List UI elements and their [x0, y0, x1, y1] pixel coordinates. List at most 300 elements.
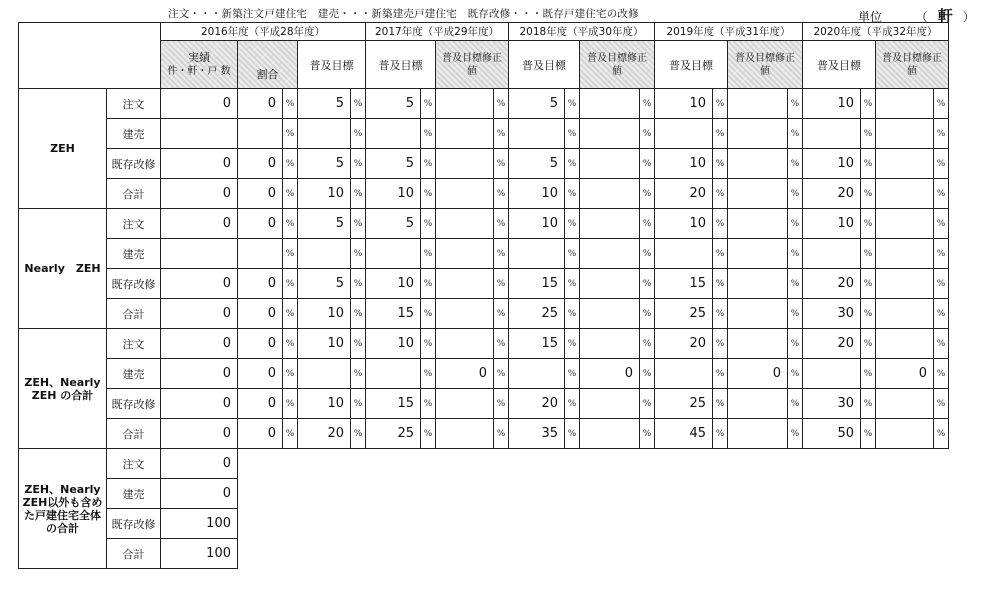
pct-unit: %	[351, 89, 366, 119]
actual-cell: 0	[161, 179, 238, 209]
revised-2019-cell	[728, 149, 788, 179]
table-row	[19, 419, 949, 449]
pct-unit: %	[565, 89, 580, 119]
actual-cell: 0	[161, 89, 238, 119]
empty-area	[238, 449, 949, 479]
pct-unit: %	[788, 149, 803, 179]
pct-unit: %	[788, 359, 803, 389]
target-header-2018: 普及目標	[509, 41, 580, 89]
pct-unit: %	[565, 389, 580, 419]
revised-2017-cell: 0	[436, 359, 494, 389]
pct-unit: %	[351, 359, 366, 389]
pct-unit: %	[283, 179, 298, 209]
table-row	[19, 269, 949, 299]
pct-unit: %	[565, 329, 580, 359]
pct-unit: %	[934, 209, 949, 239]
target-2020-cell: 10	[803, 89, 861, 119]
target-2016-cell: 5	[298, 149, 351, 179]
revised-2018-cell	[580, 329, 640, 359]
revised-2018-cell: 0	[580, 359, 640, 389]
actual-cell: 0	[161, 209, 238, 239]
pct-unit: %	[788, 269, 803, 299]
row-label: 建売	[107, 359, 161, 389]
pct-unit: %	[640, 389, 655, 419]
target-2018-cell: 25	[509, 299, 565, 329]
target-2019-cell	[655, 119, 713, 149]
pct-unit: %	[640, 419, 655, 449]
pct-unit: %	[861, 419, 876, 449]
pct-unit: %	[283, 89, 298, 119]
pct-unit: %	[565, 359, 580, 389]
pct-unit: %	[283, 389, 298, 419]
table-row	[19, 149, 949, 179]
revised-2020-cell	[876, 419, 934, 449]
revised-2017-cell	[436, 179, 494, 209]
target-2018-cell: 10	[509, 209, 565, 239]
revised-2017-cell	[436, 269, 494, 299]
year-header-2016: 2016年度（平成28年度）	[161, 23, 366, 41]
revised-2017-cell	[436, 209, 494, 239]
unit-value: 軒	[937, 7, 953, 25]
actual-cell: 0	[161, 449, 238, 479]
pct-unit: %	[421, 269, 436, 299]
pct-unit: %	[283, 119, 298, 149]
table-row	[19, 389, 949, 419]
target-2018-cell	[509, 119, 565, 149]
target-2018-cell	[509, 359, 565, 389]
row-label: 既存改修	[107, 149, 161, 179]
target-header-2017: 普及目標	[366, 41, 436, 89]
actual-cell	[161, 119, 238, 149]
revised-2020-cell	[876, 149, 934, 179]
pct-unit: %	[494, 389, 509, 419]
pct-unit: %	[713, 89, 728, 119]
table-row	[19, 329, 949, 359]
revised-2018-cell	[580, 149, 640, 179]
row-label: 注文	[107, 209, 161, 239]
pct-unit: %	[788, 419, 803, 449]
pct-unit: %	[351, 149, 366, 179]
target-2018-cell: 15	[509, 269, 565, 299]
actual-cell: 100	[161, 509, 238, 539]
target-header-2019: 普及目標	[655, 41, 728, 89]
pct-unit: %	[934, 149, 949, 179]
pct-unit: %	[934, 89, 949, 119]
pct-unit: %	[713, 299, 728, 329]
row-label: 合計	[107, 419, 161, 449]
row-label: 建売	[107, 479, 161, 509]
pct-unit: %	[640, 89, 655, 119]
target-2020-cell: 10	[803, 209, 861, 239]
revised-2018-cell	[580, 419, 640, 449]
row-label: 合計	[107, 179, 161, 209]
revised-2020-cell	[876, 329, 934, 359]
empty-area	[238, 479, 949, 509]
row-label: 合計	[107, 539, 161, 569]
pct-unit: %	[494, 359, 509, 389]
table-row	[19, 359, 949, 389]
pct-unit: %	[283, 419, 298, 449]
target-2020-cell: 30	[803, 299, 861, 329]
pct-unit: %	[494, 179, 509, 209]
pct-unit: %	[861, 359, 876, 389]
pct-unit: %	[861, 389, 876, 419]
pct-unit: %	[934, 419, 949, 449]
row-label: 建売	[107, 239, 161, 269]
revised-2018-cell	[580, 209, 640, 239]
pct-unit: %	[713, 239, 728, 269]
pct-unit: %	[565, 299, 580, 329]
actual-cell: 0	[161, 269, 238, 299]
target-2016-cell	[298, 119, 351, 149]
ratio-cell: 0	[238, 89, 283, 119]
target-2019-cell: 20	[655, 179, 713, 209]
pct-unit: %	[861, 149, 876, 179]
year-header-2019: 2019年度（平成31年度）	[655, 23, 803, 41]
target-2020-cell	[803, 119, 861, 149]
row-label: 建売	[107, 119, 161, 149]
pct-unit: %	[283, 299, 298, 329]
pct-unit: %	[788, 329, 803, 359]
unit-label-text: 単位	[858, 10, 883, 24]
pct-unit: %	[421, 239, 436, 269]
pct-unit: %	[565, 149, 580, 179]
legend-text: 注文・・・新築注文戸建住宅 建売・・・新築建売戸建住宅 既存改修・・・既存戸建住宅の改修	[168, 8, 639, 20]
ratio-cell	[238, 119, 283, 149]
pct-unit: %	[640, 269, 655, 299]
ratio-header: 割合	[238, 41, 298, 89]
pct-unit: %	[934, 239, 949, 269]
pct-unit: %	[640, 119, 655, 149]
pct-unit: %	[421, 119, 436, 149]
row-label: 注文	[107, 89, 161, 119]
revised-2019-cell: 0	[728, 359, 788, 389]
revised-2017-cell	[436, 389, 494, 419]
target-2020-cell	[803, 359, 861, 389]
revised-2018-cell	[580, 299, 640, 329]
unit-open-paren: （	[915, 10, 928, 24]
pct-unit: %	[351, 239, 366, 269]
revised-2019-cell	[728, 329, 788, 359]
target-2017-cell	[366, 359, 421, 389]
pct-unit: %	[861, 269, 876, 299]
pct-unit: %	[713, 119, 728, 149]
ratio-cell: 0	[238, 329, 283, 359]
revised-2018-cell	[580, 119, 640, 149]
group-label: Nearly ZEH	[19, 209, 107, 329]
pct-unit: %	[934, 389, 949, 419]
revised-2020-cell	[876, 89, 934, 119]
pct-unit: %	[934, 359, 949, 389]
target-2016-cell: 5	[298, 89, 351, 119]
target-2017-cell: 10	[366, 269, 421, 299]
row-label: 既存改修	[107, 389, 161, 419]
pct-unit: %	[788, 209, 803, 239]
target-2019-cell: 25	[655, 299, 713, 329]
pct-unit: %	[421, 389, 436, 419]
revised-2020-cell	[876, 299, 934, 329]
ratio-cell	[238, 239, 283, 269]
revised-header-2019: 普及目標修正値	[728, 41, 803, 89]
empty-area	[238, 539, 949, 569]
pct-unit: %	[421, 329, 436, 359]
pct-unit: %	[421, 149, 436, 179]
pct-unit: %	[861, 209, 876, 239]
pct-unit: %	[421, 419, 436, 449]
target-2017-cell: 5	[366, 89, 421, 119]
table-row	[19, 479, 949, 509]
actual-cell: 0	[161, 419, 238, 449]
pct-unit: %	[283, 149, 298, 179]
pct-unit: %	[565, 419, 580, 449]
pct-unit: %	[788, 389, 803, 419]
pct-unit: %	[713, 179, 728, 209]
pct-unit: %	[788, 239, 803, 269]
revised-header-2017: 普及目標修正値	[436, 41, 509, 89]
ratio-cell: 0	[238, 149, 283, 179]
target-header-2020: 普及目標	[803, 41, 876, 89]
revised-2017-cell	[436, 149, 494, 179]
pct-unit: %	[494, 269, 509, 299]
ratio-cell: 0	[238, 359, 283, 389]
pct-unit: %	[640, 299, 655, 329]
revised-2020-cell	[876, 269, 934, 299]
target-2019-cell: 20	[655, 329, 713, 359]
zeh-target-table	[18, 22, 949, 569]
row-label: 注文	[107, 449, 161, 479]
target-2019-cell: 45	[655, 419, 713, 449]
revised-2018-cell	[580, 269, 640, 299]
target-2020-cell: 30	[803, 389, 861, 419]
pct-unit: %	[283, 209, 298, 239]
target-2017-cell: 5	[366, 209, 421, 239]
target-2016-cell: 10	[298, 329, 351, 359]
target-2017-cell: 15	[366, 389, 421, 419]
pct-unit: %	[934, 269, 949, 299]
revised-2020-cell	[876, 179, 934, 209]
target-2020-cell: 20	[803, 269, 861, 299]
revised-2017-cell	[436, 119, 494, 149]
unit-close-paren: ）	[962, 10, 975, 24]
pct-unit: %	[934, 179, 949, 209]
target-2019-cell: 25	[655, 389, 713, 419]
pct-unit: %	[934, 299, 949, 329]
table-row	[19, 509, 949, 539]
target-2016-cell: 5	[298, 209, 351, 239]
pct-unit: %	[283, 269, 298, 299]
table-row	[19, 89, 949, 119]
pct-unit: %	[494, 209, 509, 239]
pct-unit: %	[713, 359, 728, 389]
pct-unit: %	[283, 359, 298, 389]
pct-unit: %	[565, 269, 580, 299]
pct-unit: %	[640, 329, 655, 359]
row-label: 既存改修	[107, 269, 161, 299]
pct-unit: %	[640, 239, 655, 269]
pct-unit: %	[421, 299, 436, 329]
target-2019-cell: 10	[655, 149, 713, 179]
pct-unit: %	[283, 329, 298, 359]
year-header-2018: 2018年度（平成30年度）	[509, 23, 655, 41]
pct-unit: %	[640, 149, 655, 179]
pct-unit: %	[861, 119, 876, 149]
table-row	[19, 179, 949, 209]
row-label: 注文	[107, 329, 161, 359]
target-2017-cell: 15	[366, 299, 421, 329]
target-2018-cell	[509, 239, 565, 269]
target-2017-cell	[366, 239, 421, 269]
pct-unit: %	[713, 149, 728, 179]
revised-2018-cell	[580, 389, 640, 419]
pct-unit: %	[861, 239, 876, 269]
group-label: ZEH、Nearly ZEH の合計	[19, 329, 107, 449]
pct-unit: %	[934, 119, 949, 149]
target-2019-cell	[655, 239, 713, 269]
table-row	[19, 449, 949, 479]
pct-unit: %	[421, 209, 436, 239]
pct-unit: %	[788, 119, 803, 149]
revised-2019-cell	[728, 119, 788, 149]
target-2020-cell: 50	[803, 419, 861, 449]
pct-unit: %	[861, 89, 876, 119]
ratio-cell: 0	[238, 179, 283, 209]
target-2016-cell: 10	[298, 299, 351, 329]
pct-unit: %	[421, 359, 436, 389]
pct-unit: %	[640, 209, 655, 239]
table-row	[19, 119, 949, 149]
revised-2020-cell	[876, 239, 934, 269]
pct-unit: %	[713, 209, 728, 239]
target-2017-cell: 5	[366, 149, 421, 179]
actual-cell: 0	[161, 359, 238, 389]
pct-unit: %	[861, 329, 876, 359]
pct-unit: %	[283, 239, 298, 269]
pct-unit: %	[494, 89, 509, 119]
target-2018-cell: 5	[509, 149, 565, 179]
pct-unit: %	[494, 149, 509, 179]
pct-unit: %	[713, 389, 728, 419]
revised-header-2018: 普及目標修正値	[580, 41, 655, 89]
target-2017-cell: 10	[366, 329, 421, 359]
actual-header	[161, 41, 238, 89]
target-2018-cell: 20	[509, 389, 565, 419]
revised-2020-cell	[876, 389, 934, 419]
pct-unit: %	[351, 179, 366, 209]
pct-unit: %	[351, 209, 366, 239]
pct-unit: %	[351, 419, 366, 449]
pct-unit: %	[351, 329, 366, 359]
revised-2019-cell	[728, 389, 788, 419]
pct-unit: %	[788, 299, 803, 329]
ratio-cell: 0	[238, 269, 283, 299]
revised-2020-cell	[876, 119, 934, 149]
pct-unit: %	[351, 269, 366, 299]
pct-unit: %	[494, 299, 509, 329]
group-label: ZEH	[19, 89, 107, 209]
pct-unit: %	[421, 89, 436, 119]
target-2019-cell	[655, 359, 713, 389]
actual-cell: 100	[161, 539, 238, 569]
pct-unit: %	[494, 419, 509, 449]
pct-unit: %	[494, 239, 509, 269]
table-row	[19, 539, 949, 569]
revised-2017-cell	[436, 299, 494, 329]
year-header-2017: 2017年度（平成29年度）	[366, 23, 509, 41]
revised-2020-cell: 0	[876, 359, 934, 389]
revised-2019-cell	[728, 419, 788, 449]
revised-2020-cell	[876, 209, 934, 239]
table-row	[19, 209, 949, 239]
pct-unit: %	[565, 119, 580, 149]
target-2019-cell: 10	[655, 89, 713, 119]
actual-cell: 0	[161, 149, 238, 179]
revised-2017-cell	[436, 89, 494, 119]
revised-header-2020: 普及目標修正値	[876, 41, 949, 89]
pct-unit: %	[494, 329, 509, 359]
pct-unit: %	[565, 209, 580, 239]
target-2019-cell: 15	[655, 269, 713, 299]
target-2016-cell: 10	[298, 389, 351, 419]
target-2020-cell	[803, 239, 861, 269]
revised-2019-cell	[728, 89, 788, 119]
pct-unit: %	[713, 269, 728, 299]
revised-2019-cell	[728, 239, 788, 269]
empty-area	[238, 509, 949, 539]
ratio-cell: 0	[238, 389, 283, 419]
target-2020-cell: 20	[803, 179, 861, 209]
actual-cell: 0	[161, 479, 238, 509]
target-2018-cell: 35	[509, 419, 565, 449]
table-row	[19, 239, 949, 269]
actual-cell: 0	[161, 299, 238, 329]
pct-unit: %	[640, 179, 655, 209]
target-header-2016: 普及目標	[298, 41, 366, 89]
target-2016-cell: 20	[298, 419, 351, 449]
revised-2019-cell	[728, 179, 788, 209]
target-2016-cell	[298, 239, 351, 269]
pct-unit: %	[788, 179, 803, 209]
actual-cell: 0	[161, 389, 238, 419]
pct-unit: %	[565, 239, 580, 269]
actual-cell: 0	[161, 329, 238, 359]
ratio-cell: 0	[238, 209, 283, 239]
actual-cell	[161, 239, 238, 269]
pct-unit: %	[421, 179, 436, 209]
pct-unit: %	[861, 179, 876, 209]
target-2018-cell: 15	[509, 329, 565, 359]
target-2016-cell: 5	[298, 269, 351, 299]
header-corner	[19, 23, 161, 89]
table-row	[19, 299, 949, 329]
group-label: ZEH、Nearly ZEH以外も含めた戸建住宅全体の合計	[19, 449, 107, 569]
target-2018-cell: 10	[509, 179, 565, 209]
pct-unit: %	[351, 299, 366, 329]
actual-header-bottom: 件・軒・戸 数	[167, 65, 231, 77]
ratio-cell: 0	[238, 419, 283, 449]
header-bar	[0, 0, 1000, 24]
pct-unit: %	[861, 299, 876, 329]
revised-2017-cell	[436, 419, 494, 449]
pct-unit: %	[934, 329, 949, 359]
target-2017-cell	[366, 119, 421, 149]
revised-2019-cell	[728, 269, 788, 299]
target-2016-cell: 10	[298, 179, 351, 209]
target-2017-cell: 25	[366, 419, 421, 449]
pct-unit: %	[788, 89, 803, 119]
pct-unit: %	[713, 329, 728, 359]
revised-2017-cell	[436, 329, 494, 359]
target-2020-cell: 10	[803, 149, 861, 179]
